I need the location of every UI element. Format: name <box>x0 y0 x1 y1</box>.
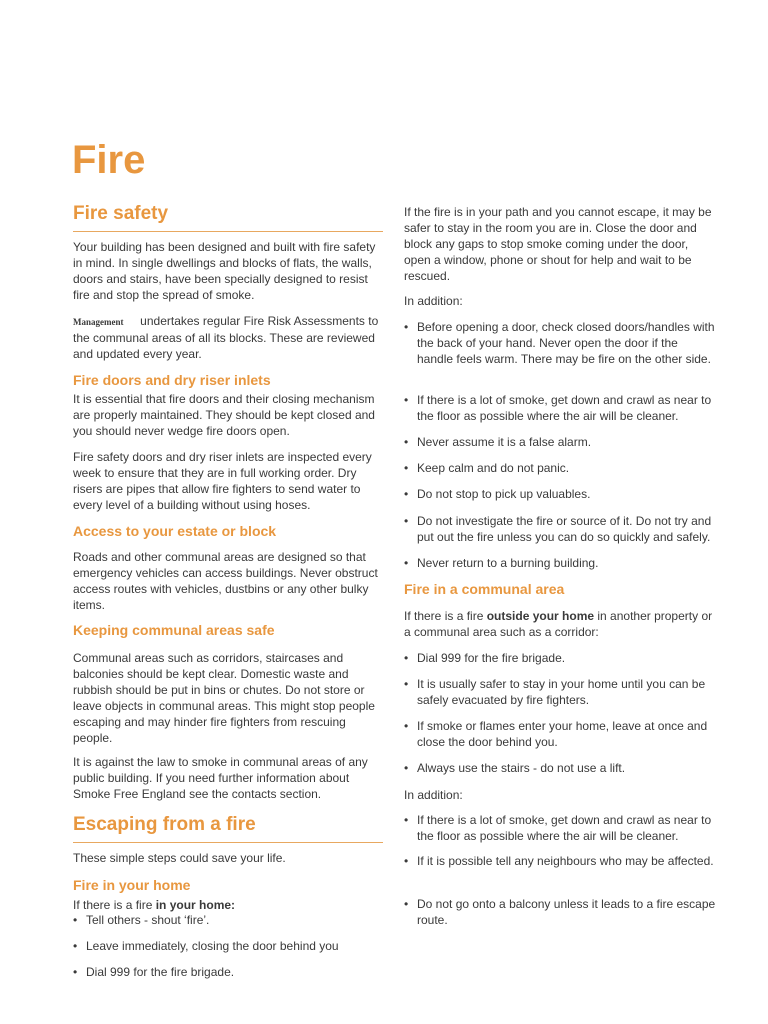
communal-fire-intro: If there is a fire outside your home in another property or a communal area such as a corridor: <box>404 609 713 639</box>
fire-in-home-intro: If there is a fire in your home: <box>73 898 236 912</box>
access-paragraph: Roads and other communal areas are designed so that emergency vehicles can access buildings. Never obstruct access routes with vehicles, dustbins or any other bulky items. <box>73 550 378 612</box>
precautions-list <box>404 319 716 367</box>
list-item: • Keep calm and do not panic. <box>404 461 570 475</box>
communal-fire-list <box>404 676 716 708</box>
communal-fire-list-2 <box>404 853 716 869</box>
communal-fire-list <box>404 718 716 750</box>
fire-in-home-list <box>73 964 383 980</box>
fire-in-home-list <box>73 938 383 954</box>
fire-doors-paragraph-2: Fire safety doors and dry riser inlets are inspected every week to ensure that they are in full working order. Dry risers are pipes that allow fire fighters to send water to every level of a building without using hoses. <box>73 450 372 512</box>
precautions-list <box>404 460 716 476</box>
fire-safety-heading: Fire safety <box>73 202 383 232</box>
list-item: • Leave immediately, closing the door behind you <box>73 939 339 953</box>
list-item: • Always use the stairs - do not use a lift. <box>404 761 626 775</box>
fire-safety-paragraph-2: Management undertakes regular Fire Risk Assessments to the communal areas of all its blocks. These are reviewed and updated every year. <box>73 314 379 361</box>
list-item: • Dial 999 for the fire brigade. <box>404 651 566 665</box>
list-item: • If it is possible tell any neighbours who may be affected. <box>404 854 714 868</box>
in-addition-label: In addition: <box>404 294 463 308</box>
list-item: • Never return to a burning building. <box>404 556 599 570</box>
list-item: • Before opening a door, check closed doors/handles with the back of your hand. Never open the door if the handle feels warm. There may be fire on the other side. <box>404 320 715 366</box>
list-item: • Do not investigate the fire or source of it. Do not try and put out the fire unless you can do so quickly and safely. <box>404 514 712 544</box>
list-item: • Do not stop to pick up valuables. <box>404 487 591 501</box>
list-item: • Never assume it is a false alarm. <box>404 435 592 449</box>
precautions-list <box>404 434 716 450</box>
precautions-list <box>404 486 716 502</box>
communal-fire-list-2 <box>404 896 716 928</box>
communal-safe-heading: Keeping communal areas safe <box>73 622 275 638</box>
list-item: • If there is a lot of smoke, get down and crawl as near to the floor as possible where the air will be cleaner. <box>404 393 712 423</box>
fire-doors-paragraph-1: It is essential that fire doors and their closing mechanism are properly maintained. They should be kept closed and you should never wedge fire doors open. <box>73 392 375 438</box>
list-item: • If there is a lot of smoke, get down and crawl as near to the floor as possible where the air will be cleaner. <box>404 813 712 843</box>
list-item: • Dial 999 for the fire brigade. <box>73 965 235 979</box>
escaping-paragraph: These simple steps could save your life. <box>73 851 286 865</box>
in-addition-label-2: In addition: <box>404 788 463 802</box>
communal-fire-list-2 <box>404 812 716 844</box>
precautions-list <box>404 555 716 571</box>
communal-fire-list <box>404 650 716 666</box>
communal-fire-heading: Fire in a communal area <box>404 581 565 597</box>
precautions-list <box>404 392 716 424</box>
cannot-escape-paragraph: If the fire is in your path and you cannot escape, it may be safer to stay in the room you are in. Close the door and block any gaps to stop smoke coming under the door, open a window, phone or shout for help and wait to be rescued. <box>404 205 712 283</box>
fire-safety-paragraph-1: Your building has been designed and built with fire safety in mind. In single dwellings and blocks of flats, the walls, doors and stairs, have been specially designed to resist fire and stop the spread of smoke. <box>73 240 376 302</box>
fire-doors-heading: Fire doors and dry riser inlets <box>73 372 271 388</box>
precautions-list <box>404 513 716 545</box>
communal-paragraph-2: It is against the law to smoke in communal areas of any public building. If you need further information about Smoke Free England see the contacts section. <box>73 755 368 801</box>
fire-in-home-heading: Fire in your home <box>73 877 191 893</box>
escaping-heading: Escaping from a fire <box>73 813 383 843</box>
communal-paragraph-1: Communal areas such as corridors, staircases and balconies should be kept clear. Domestic waste and rubbish should be put in bins or chutes. Do not store or leave objects in communal areas. This might stop people escaping and may hinder fire fighters from rescuing people. <box>73 651 375 745</box>
page-title: Fire <box>72 138 146 182</box>
management-label: Management <box>73 317 124 327</box>
access-heading: Access to your estate or block <box>73 523 277 539</box>
communal-fire-list <box>404 760 716 776</box>
fire-in-home-list <box>73 912 383 928</box>
list-item: • It is usually safer to stay in your home until you can be safely evacuated by fire fighters. <box>404 677 706 707</box>
list-item: • Tell others - shout ‘fire’. <box>73 913 210 927</box>
list-item: • If smoke or flames enter your home, leave at once and close the door behind you. <box>404 719 708 749</box>
list-item: • Do not go onto a balcony unless it leads to a fire escape route. <box>404 897 716 927</box>
